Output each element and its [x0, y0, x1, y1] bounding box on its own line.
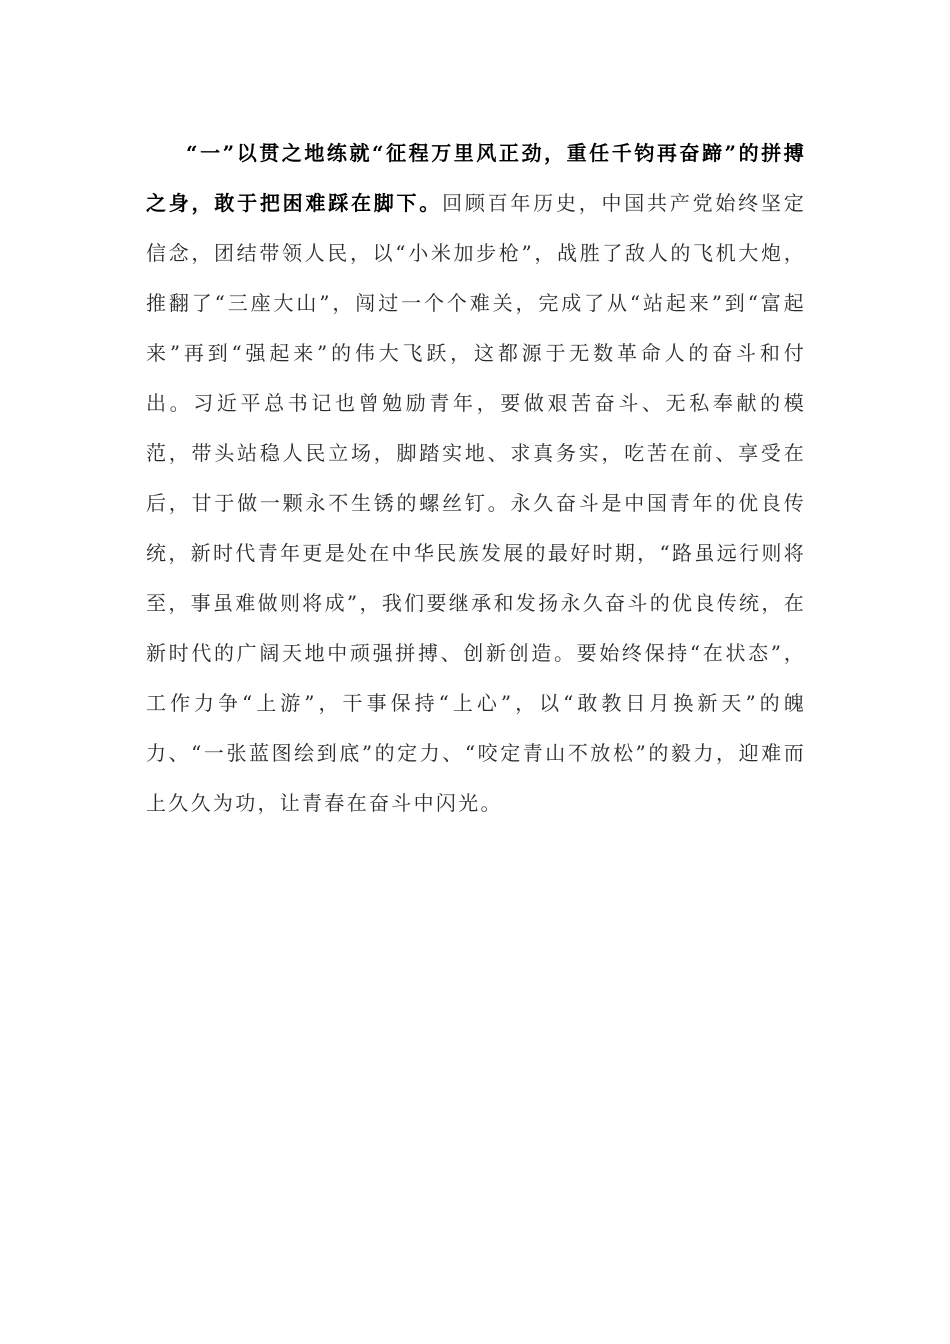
paragraph-body-text: 回顾百年历史，中国共产党始终坚定信念，团结带领人民，以“小米加步枪”，战胜了敌人的飞机大炮，推翻了“三座大山”，闯过一个个难关，完成了从“站起来”到“富起来”再到“强起来”的伟大飞跃，这都源于无数革命人的奋斗和付出。习近平总书记也曾勉励青年，要做艰苦奋斗、无私奉献的模范，带头站稳人民立场，脚踏实地、求真务实，吃苦在前、享受在后，甘于做一颗永不生锈的螺丝钉。永久奋斗是中国青年的优良传统，新时代青年更是处在中华民族发展的最好时期，“路虽远行则将至，事虽难做则将成”，我们要继承和发扬永久奋斗的优良传统，在新时代的广阔天地中顽强拼搏、创新创造。要始终保持“在状态”，工作力争“上游”，干事保持“上心”，以“敢教日月换新天”的魄力、“一张蓝图绘到底”的定力、“咬定青山不放松”的毅力，迎难而上久久为功，让青春在奋斗中闪光。	[146, 191, 806, 815]
paragraph	[146, 128, 806, 828]
paragraph-lead-sentence: “一”以贯之地练就“征程万里风正劲，重任千钧再奋蹄”的拼搏之身，敢于把困难踩在脚下。	[146, 141, 806, 215]
